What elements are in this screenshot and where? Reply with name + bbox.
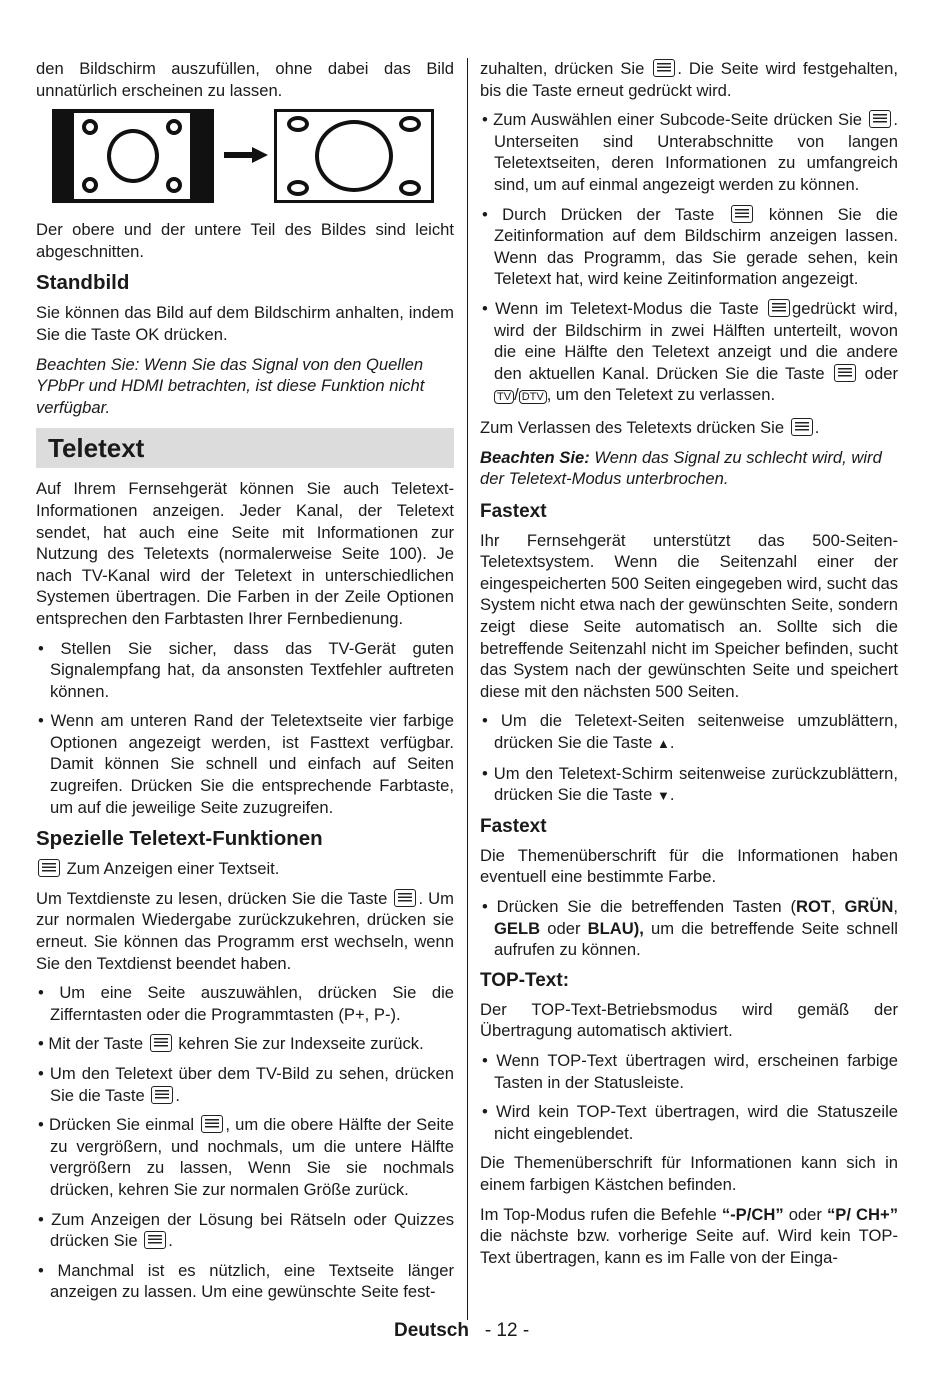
down-arrow-icon: ▼ bbox=[656, 788, 670, 804]
bullet-reveal: • Zum Anzeigen der Lösung bei Rätseln oder Quizzes drücken Sie . bbox=[38, 1209, 454, 1251]
page-footer bbox=[394, 1320, 529, 1342]
fastext-paragraph-1: Ihr Fernsehgerät unterstützt das 500-Seiten-Teletextsystem. Wenn die Seitenzahl einer der eingespeicherten 500 Seiten eingegeben wird, sucht das System nicht etwa nach der gewünschten Seite, sondern zeigt diese Seite automatisch an. Sollte sich die betreffende Seitenzahl nicht im Speicher befinden, sucht das System nach der gewünschten Seite und speichert diese mit den nächsten 500 Seiten. bbox=[480, 530, 898, 701]
signal-note: Beachten Sie: Wenn das Signal zu schlecht wird, wird der Teletext-Modus unterbrochen. bbox=[480, 447, 882, 489]
bullet-split: • Wenn im Teletext-Modus die Taste gedrückt wird, wird der Bildschirm in zwei Hälften unterteilt, wovon die eine Hälfte den Teletext anzeigt und die andere den aktuellen Kanal. Drücken Sie die Taste oder TV / DTV , um den Teletext zu verlassen. bbox=[482, 298, 898, 405]
arrow-right-icon bbox=[224, 147, 268, 163]
screen-after bbox=[274, 109, 434, 203]
bullet-expand: • Drücken Sie einmal , um die obere Hälfte der Seite zu vergrößern, und nochmals, um die untere Hälfte vergrößern zu lassen, Wenn Sie sie nochmals drücken, kehren Sie zur normalen Größe zurück. bbox=[38, 1115, 454, 1199]
bullet-time: • Durch Drücken der Taste können Sie die Zeitinformation auf dem Bildschirm anzeigen lassen. Wenn das Programm, das Sie gerade sehen, kein Teletext hat, wird keine Zeitinformation angezeigt. bbox=[482, 204, 898, 289]
teletext-icon bbox=[768, 299, 790, 317]
index-icon bbox=[150, 1034, 172, 1052]
expand-icon bbox=[201, 1115, 223, 1133]
right-column bbox=[480, 58, 898, 1276]
bullet-color-keys: • Drücken Sie die betreffenden Tasten (ROT, GRÜN, GELB oder BLAU), um die betreffende Seite schnell aufrufen zu können. bbox=[482, 897, 898, 960]
subcode-icon bbox=[869, 110, 891, 128]
fastext-heading-1: Fastext bbox=[480, 500, 547, 522]
reveal-icon bbox=[144, 1231, 166, 1249]
zum-anzeigen-line: Zum Anzeigen einer Textseit. bbox=[36, 858, 454, 880]
bullet-page-select: • Um eine Seite auszuwählen, drücken Sie die Zifferntasten oder die Programmtasten (P+, P-). bbox=[38, 983, 454, 1024]
standbild-heading: Standbild bbox=[36, 271, 130, 295]
tv-dtv-icon: TV bbox=[494, 390, 514, 404]
left-column bbox=[36, 58, 454, 1311]
top-paragraph-2: Die Themenüberschrift für Informationen kann sich in einem farbigen Kästchen befinden. bbox=[480, 1153, 898, 1194]
bullet-top-on: • Wenn TOP-Text übertragen wird, erscheinen farbige Tasten in der Statusleiste. bbox=[482, 1050, 898, 1092]
bullet-signal: • Stellen Sie sicher, dass das TV-Gerät guten Signalempfang hat, da ansonsten Textfehler auftreten können. bbox=[38, 638, 454, 701]
fastext-heading-2: Fastext bbox=[480, 815, 547, 837]
teletext-icon bbox=[834, 364, 856, 382]
column-divider bbox=[467, 58, 468, 1320]
bullet-page-up: • Um die Teletext-Seiten seitenweise umzublättern, drücken Sie die Taste ▲. bbox=[482, 711, 898, 753]
top-paragraph-1: Der TOP-Text-Betriebsmodus wird gemäß der Übertragung automatisch aktiviert. bbox=[480, 999, 898, 1041]
zoom-illustration bbox=[52, 109, 452, 207]
up-arrow-icon: ▲ bbox=[656, 736, 670, 752]
teletext-icon bbox=[394, 889, 416, 907]
teletext-heading: Teletext bbox=[36, 428, 454, 468]
top-paragraph-3: Im Top-Modus rufen die Befehle “-P/CH” oder “P/ CH+” die nächste bzw. vorherige Seite auf. Wird kein TOP-Text übertragen, kann es im Falle von der Einga- bbox=[480, 1204, 899, 1267]
footer-language: Deutsch bbox=[394, 1320, 469, 1341]
time-icon bbox=[731, 205, 753, 223]
teletext-icon bbox=[38, 859, 60, 877]
exit-paragraph: Zum Verlassen des Teletexts drücken Sie . bbox=[480, 417, 820, 437]
bullet-subcode: • Zum Auswählen einer Subcode-Seite drücken Sie . Unterseiten sind Unterabschnitte von langen Teletextseiten, deren Informationen zu umfangreich sind, um auf einmal angezeigt werden zu können. bbox=[482, 110, 898, 194]
dtv-icon: DTV bbox=[519, 390, 547, 404]
bullet-page-down: • Um den Teletext-Schirm seitenweise zurückzublättern, drücken Sie die Taste ▼. bbox=[482, 763, 898, 805]
bullet-index: • Mit der Taste kehren Sie zur Indexseite zurück. bbox=[38, 1034, 424, 1054]
teletext-icon bbox=[791, 418, 813, 436]
bullet-mix: • Um den Teletext über dem TV-Bild zu sehen, drücken Sie die Taste . bbox=[38, 1064, 454, 1105]
standbild-note: Beachten Sie: Wenn Sie das Signal von den Quellen YPbPr und HDMI betrachten, ist diese Funktion nicht verfügbar. bbox=[36, 354, 425, 417]
page-number: - 12 - bbox=[484, 1320, 530, 1341]
textdienste-paragraph: Um Textdienste zu lesen, drücken Sie die Taste . Um zur normalen Wiedergabe zurückzukehren, drücken sie erneut. Sie können das Programm erst wechseln, wenn Sie den Textdienst beendet haben. bbox=[36, 888, 454, 973]
spezielle-heading: Spezielle Teletext-Funktionen bbox=[36, 827, 323, 851]
hold-continuation: zuhalten, drücken Sie . Die Seite wird festgehalten, bis die Taste erneut gedrückt wird. bbox=[480, 59, 898, 100]
mix-icon bbox=[151, 1086, 173, 1104]
cut-paragraph: Der obere und der untere Teil des Bildes sind leicht abgeschnitten. bbox=[36, 220, 454, 261]
teletext-paragraph: Auf Ihrem Fernsehgerät können Sie auch Teletext-Informationen anzeigen. Jeder Kanal, der Teletext sendet, hat auch eine Seite mit Informationen zur Nutzung des Teletexts (normalerweise Seite 100). Je nach TV-Kanal wird der Teletext in unterschiedlichen Systemen übertragen. Die Farben in der Zeile Optionen entsprechen den Farbtasten Ihrer Fernbedienung. bbox=[36, 479, 454, 628]
screen-before bbox=[52, 109, 214, 203]
top-text-heading: TOP-Text: bbox=[480, 969, 570, 991]
intro-paragraph: den Bildschirm auszufüllen, ohne dabei das Bild unnatürlich erscheinen zu lassen. bbox=[36, 59, 454, 100]
bullet-fasttext: • Wenn am unteren Rand der Teletextseite vier farbige Optionen angezeigt werden, ist Fasttext verfügbar. Damit können Sie schnell und einfach auf Seiten zugreifen. Drücken Sie die entsprechende Farbtaste, um auf die jeweilige Seite zuzugreifen. bbox=[38, 711, 454, 817]
standbild-paragraph: Sie können das Bild auf dem Bildschirm anhalten, indem Sie die Taste OK drücken. bbox=[36, 303, 454, 344]
fastext-paragraph-2: Die Themenüberschrift für die Informationen haben eventuell eine bestimmte Farbe. bbox=[480, 845, 898, 887]
bullet-hold: • Manchmal ist es nützlich, eine Textseite länger anzeigen zu lassen. Um eine gewünschte Seite fest- bbox=[38, 1260, 454, 1302]
hold-icon bbox=[653, 59, 675, 77]
bullet-top-off: • Wird kein TOP-Text übertragen, wird die Statuszeile nicht eingeblendet. bbox=[482, 1102, 898, 1143]
